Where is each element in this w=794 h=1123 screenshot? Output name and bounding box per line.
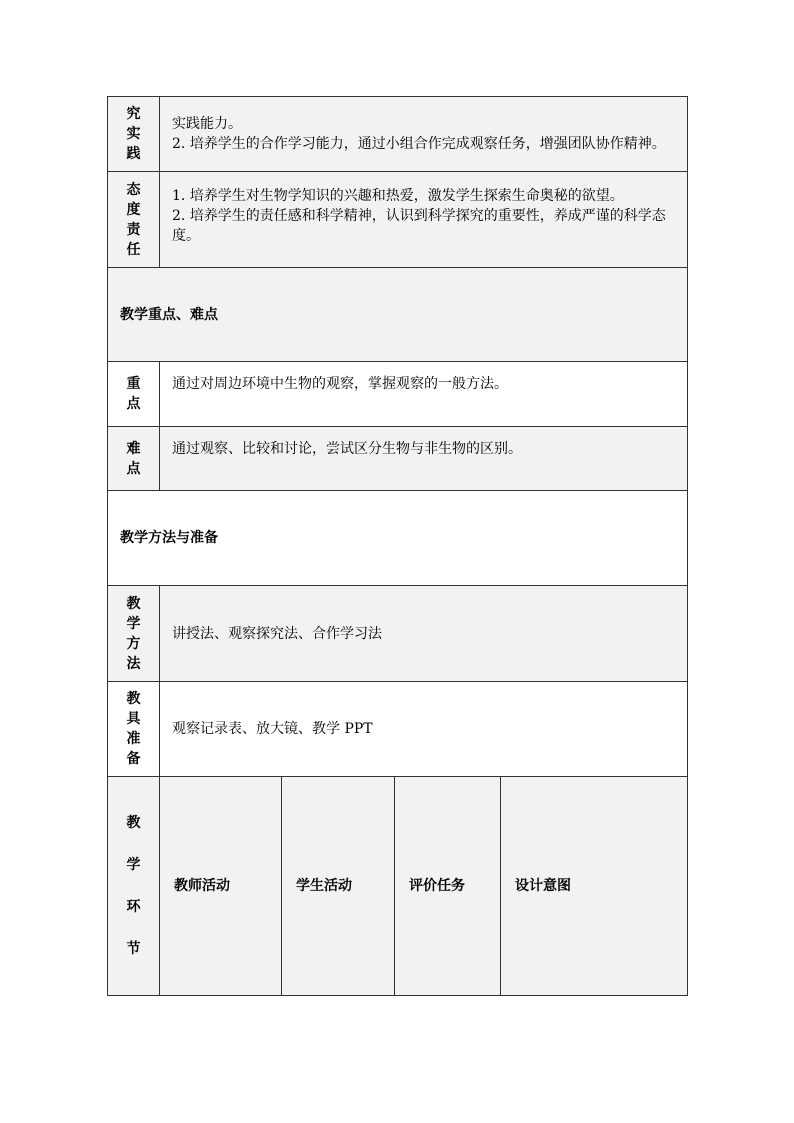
label-char: 难: [126, 440, 141, 457]
tools-text: 观察记录表、放大镜、教学 PPT: [172, 721, 373, 737]
column-header-design-intent: 设计意图: [501, 777, 688, 996]
method-content: [160, 586, 688, 682]
tools-label: [108, 682, 160, 777]
practice-label: [108, 97, 160, 172]
label-char: 重: [126, 376, 141, 392]
label-char: 点: [126, 396, 141, 412]
label-char: 践: [126, 146, 141, 162]
method-heading: 教学方法与准备: [108, 491, 688, 586]
key-point-content: [160, 362, 688, 427]
lesson-plan-table: [107, 96, 688, 996]
stages-row: [108, 777, 688, 996]
label-char: 具: [126, 711, 141, 727]
label-char: 环: [126, 899, 141, 915]
label-char: 学: [126, 857, 141, 873]
key-difficult-heading: 教学重点、难点: [108, 268, 688, 362]
attitude-line-1: 1. 培养学生对生物学知识的兴趣和热爱，激发学生探索生命奥秘的欲望。: [172, 188, 624, 204]
practice-line-1: 实践能力。: [172, 116, 242, 132]
label-char: 备: [126, 751, 141, 767]
attitude-line-2: 2. 培养学生的责任感和科学精神，认识到科学探究的重要性，养成严谨的科学态度。: [172, 208, 666, 244]
label-char: 学: [126, 615, 141, 632]
label-char: 准: [126, 731, 141, 747]
label-char: 法: [126, 655, 141, 672]
difficult-point-row: [108, 427, 688, 491]
label-char: 教: [126, 691, 141, 707]
difficult-point-content: [160, 427, 688, 491]
label-char: 实: [126, 126, 141, 142]
practice-row: [108, 97, 688, 172]
difficult-point-label: [108, 427, 160, 491]
label-char: 教: [126, 815, 141, 831]
method-heading-row: [108, 491, 688, 586]
method-text: 讲授法、观察探究法、合作学习法: [172, 625, 382, 642]
label-char: 度: [126, 201, 141, 218]
label-char: 节: [126, 941, 141, 957]
key-difficult-heading-row: [108, 268, 688, 362]
label-char: 态: [126, 181, 141, 198]
column-header-student: 学生活动: [282, 777, 395, 996]
column-header-teacher: 教师活动: [160, 777, 282, 996]
key-point-label: [108, 362, 160, 427]
tools-content: [160, 682, 688, 777]
method-row: [108, 586, 688, 682]
attitude-row: [108, 172, 688, 268]
stages-label: [108, 777, 160, 996]
label-char: 究: [126, 106, 141, 122]
label-char: 方: [126, 635, 141, 652]
method-label: [108, 586, 160, 682]
practice-content: [160, 97, 688, 172]
difficult-point-text: 通过观察、比较和讨论，尝试区分生物与非生物的区别。: [172, 441, 522, 457]
attitude-content: [160, 172, 688, 268]
key-point-row: [108, 362, 688, 427]
label-char: 责: [126, 221, 141, 238]
label-char: 点: [126, 460, 141, 477]
key-point-text: 通过对周边环境中生物的观察，掌握观察的一般方法。: [172, 376, 508, 392]
tools-row: [108, 682, 688, 777]
attitude-label: [108, 172, 160, 268]
column-header-evaluation: 评价任务: [395, 777, 501, 996]
practice-line-2: 2. 培养学生的合作学习能力，通过小组合作完成观察任务，增强团队协作精神。: [172, 136, 666, 152]
label-char: 任: [126, 241, 141, 258]
label-char: 教: [126, 595, 141, 612]
